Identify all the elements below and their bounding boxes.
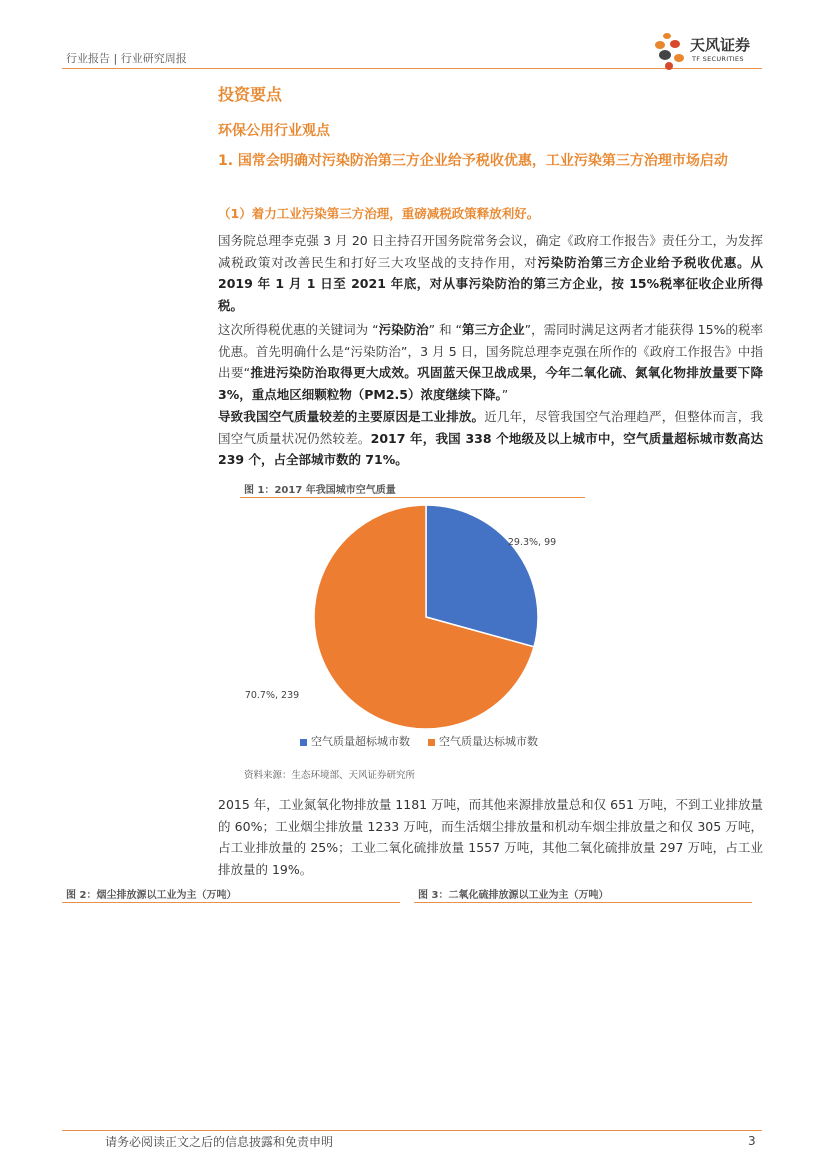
figure-2-divider xyxy=(62,902,400,903)
point-heading: 1. 国常会明确对污染防治第三方企业给予税收优惠，工业污染第三方治理市场启动 xyxy=(218,153,728,169)
logo-text-en: TF SECURITIES xyxy=(692,55,744,63)
header-breadcrumb: 行业报告 | 行业研究周报 xyxy=(66,52,187,65)
paragraph-3-text-b: 近几年，尽管我国空气治理趋严，但整体而言，我国空气质量状况仍然较差。 xyxy=(218,409,763,446)
paragraph-1 xyxy=(218,230,763,316)
legend-label-meet: 空气质量达标城市数 xyxy=(439,735,538,748)
page-number: 3 xyxy=(748,1134,756,1148)
paragraph-2 xyxy=(218,319,763,405)
pie-chart xyxy=(244,500,560,732)
figure-1-divider xyxy=(240,497,585,498)
figure-3-divider xyxy=(414,902,752,903)
footer-divider xyxy=(62,1130,762,1131)
paragraph-2-bold-d: 第三方企业 xyxy=(462,322,525,337)
figure-2-title: 图 2：烟尘排放源以工业为主（万吨） xyxy=(66,890,237,901)
paragraph-2-text-e: ”，需同时满足这两者才能获得 15%的税率优惠。首先明确什么是“污染防治”，3 月 5 日，国务院总理李克强在所作的《政府工作报告》中指出要“ xyxy=(218,322,763,380)
pie-label-0: 29.3%, 99 xyxy=(507,537,557,548)
figure-1-source: 资料来源：生态环境部、天风证券研究所 xyxy=(244,770,416,781)
legend-label-exceed: 空气质量超标城市数 xyxy=(311,735,410,748)
paragraph-1-text: 国务院总理李克强 3 月 20 日主持召开国务院常务会议，确定《政府工作报告》责任分工，为发挥减税政策对改善民生和打好三大攻坚战的支持作用，对 xyxy=(218,233,763,270)
paragraph-2-bold-f: 推进污染防治取得更大成效。巩固蓝天保卫战成果，今年二氧化硫、氮氧化物排放量要下降 3%，重点地区细颗粒物（PM2.5）浓度继续下降。 xyxy=(218,365,763,402)
logo-text-cn: 天风证券 xyxy=(690,36,751,54)
paragraph-1-bold: 污染防治第三方企业给予税收优惠。从 2019 年 1 月 1 日至 2021 年底，对从事污染防治的第三方企业，按 15%税率征收企业所得税。 xyxy=(218,254,763,313)
paragraph-3-bold-c: 2017 年，我国 338 个地级及以上城市中，空气质量超标城市数高达 239 个，占全部城市数的 71%。 xyxy=(218,430,763,467)
section-heading: 环保公用行业观点 xyxy=(218,123,330,139)
paragraph-3 xyxy=(218,406,763,471)
pie-label-1: 70.7%, 239 xyxy=(244,690,300,701)
paragraph-2-text-g: ” xyxy=(501,386,509,402)
footer-disclaimer: 请务必阅读正文之后的信息披露和免责申明 xyxy=(105,1135,334,1149)
chart-legend xyxy=(300,733,538,749)
figure-1-title: 图 1：2017 年我国城市空气质量 xyxy=(244,485,396,496)
legend-item-exceed xyxy=(300,733,410,749)
figure-3-title: 图 3：二氧化硫排放源以工业为主（万吨） xyxy=(418,890,609,901)
paragraph-2-text-c: ” 和 “ xyxy=(428,322,463,337)
sub-heading: （1）着力工业污染第三方治理，重磅减税政策释放利好。 xyxy=(218,206,540,221)
legend-item-meet xyxy=(428,733,538,749)
page-title: 投资要点 xyxy=(218,85,283,104)
paragraph-4: 2015 年，工业氮氧化物排放量 1181 万吨，而其他来源排放量总和仅 651 万吨，不到工业排放量的 60%；工业烟尘排放量 1233 万吨，而生活烟尘排放量和机动车烟尘排放量之和仅 305 万吨，占工业排放量的 25%；工业二氧化硫排放量 1557 万吨，其他二氧化硫排放量 297 万吨，占工业排放量的 19%。 xyxy=(218,797,763,877)
paragraph-2-bold-b: 污染防治 xyxy=(378,322,429,337)
paragraph-2-text-a: 这次所得税优惠的关键词为 “ xyxy=(218,322,379,337)
legend-swatch-exceed xyxy=(300,739,307,746)
paragraph-3-bold-a: 导致我国空气质量较差的主要原因是工业排放。 xyxy=(218,409,485,424)
legend-swatch-meet xyxy=(428,739,435,746)
